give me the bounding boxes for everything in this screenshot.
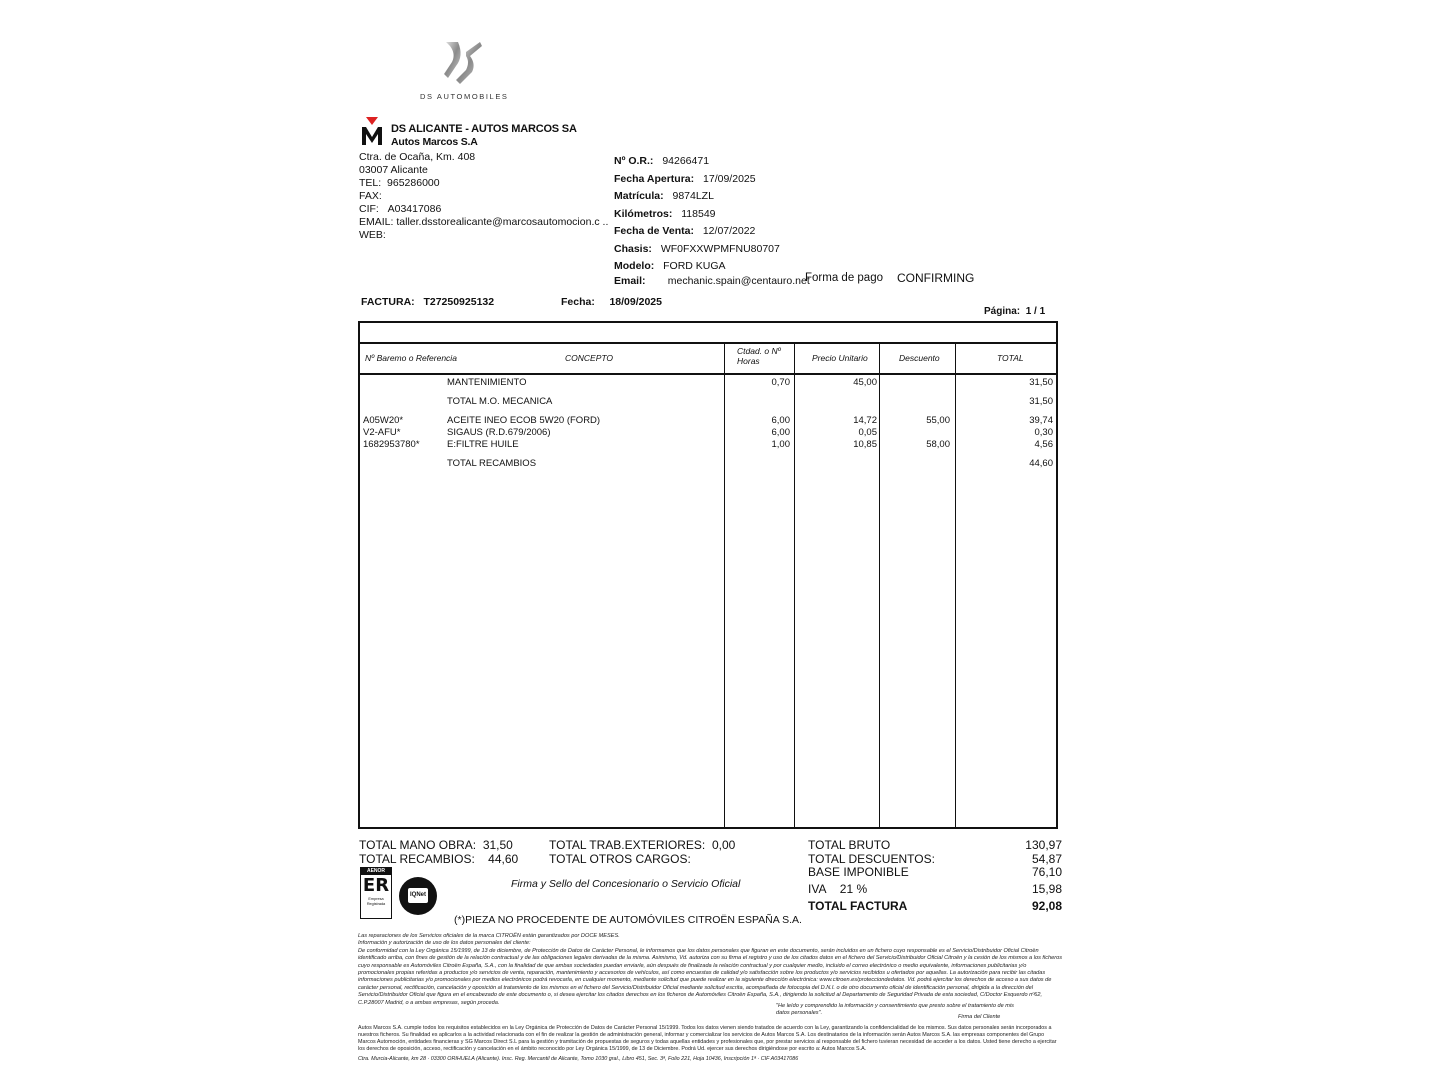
cell-total: 39,74 (1029, 415, 1053, 426)
matricula (614, 187, 780, 205)
pagina-value: 1 / 1 (1025, 306, 1046, 317)
aenor-label: AENOR (361, 868, 391, 875)
invoice-table (358, 321, 1058, 829)
chasis (614, 240, 780, 258)
table-top-rule (360, 342, 1056, 344)
table-row (360, 415, 1056, 427)
venta-label: Fecha de Venta: (614, 225, 694, 237)
cell-precio: 0,05 (858, 427, 877, 438)
mano-obra-value: 31,50 (482, 838, 513, 852)
order-details (614, 152, 780, 275)
total-otros-cargos (549, 852, 691, 866)
dealer-tel (359, 177, 608, 190)
cell-cantidad: 0,70 (771, 377, 790, 388)
dealer-web (359, 229, 608, 242)
dealer-fax (359, 190, 608, 203)
trab-ext-label: TOTAL TRAB.EXTERIORES: (549, 838, 706, 852)
apertura-value: 17/09/2025 (703, 172, 756, 185)
address-line: 03007 Alicante (359, 164, 428, 176)
recambios-label: TOTAL RECAMBIOS: (359, 852, 475, 866)
table-row (360, 377, 1056, 389)
recambios-value: 44,60 (488, 852, 519, 866)
table-row (360, 458, 1056, 470)
company-registry: Ctra. Murcia-Alicante, km 28 · 03300 ORIHUELA (Alicante). Insc. Reg. Mercantil de Alicante, Tomo 1030 gral., Libro 451, Sec. 3ª, Folio 221, Hoja 10436, Inscripción 1ª · CIF A03417086 (358, 1056, 799, 1062)
email-value: taller.dsstorealicante@marcosautomocion.c .. (396, 216, 609, 228)
er-mark: ER (362, 875, 390, 896)
apertura-label: Fecha Apertura: (614, 172, 695, 185)
cell-total: 44,60 (1029, 458, 1053, 469)
cell-precio: 45,00 (853, 377, 877, 388)
iva-pct: 21 % (839, 882, 868, 896)
cell-descuento: 58,00 (926, 439, 950, 450)
iva-row (808, 882, 867, 896)
cell-ref: 1682953780* (363, 439, 420, 450)
order-email-label: Email: (614, 275, 646, 287)
fecha-value: 18/09/2025 (609, 296, 662, 308)
dealer-m-logo (360, 117, 384, 147)
kilometros (614, 205, 780, 223)
client-signature-label: Firma del Cliente (958, 1014, 1001, 1020)
venta-value: 12/07/2022 (702, 225, 756, 237)
base-value: 76,10 (1031, 865, 1062, 879)
cell-total: 31,50 (1029, 396, 1053, 407)
cell-total: 31,50 (1029, 377, 1053, 388)
or-value: 94266471 (662, 155, 710, 167)
header-cantidad-line: Ctdad. o Nº (737, 346, 781, 356)
cif-value: A03417086 (387, 203, 442, 215)
cell-descuento: 55,00 (926, 415, 950, 426)
header-total: TOTAL (997, 353, 1024, 363)
header-precio: Precio Unitario (812, 353, 868, 363)
table-row (360, 427, 1056, 439)
header-cantidad (737, 346, 781, 366)
modelo-label: Modelo: (614, 260, 655, 272)
cell-cantidad: 6,00 (771, 415, 790, 426)
tel-value: 965286000 (387, 177, 440, 189)
dealer-email (359, 216, 608, 229)
km-label: Kilómetros: (614, 207, 673, 220)
factura-value: T27250925132 (423, 296, 495, 308)
warranty-text: Las reparaciones de los Servicios oficiales de la marca CITROËN están garantizados por DOCE MESES. (358, 933, 620, 939)
legal-terms (358, 933, 1062, 1007)
iva-label: IVA (808, 882, 827, 896)
factura-label: FACTURA: (361, 296, 415, 308)
web-label: WEB: (359, 229, 386, 241)
fecha-apertura (614, 170, 780, 188)
or-label: Nº O.R.: (614, 155, 654, 167)
er-sub: Empresa Registrada (366, 897, 386, 906)
total-trab-exteriores (549, 838, 735, 852)
chasis-value: WF0FXXWPMFNU80707 (660, 242, 780, 255)
otros-label: TOTAL OTROS CARGOS: (549, 852, 691, 866)
dealer-cif (359, 203, 608, 216)
iqnet-badge (399, 877, 437, 915)
total-factura-value: 92,08 (1031, 899, 1062, 913)
mano-obra-label: TOTAL MANO OBRA: (359, 838, 477, 852)
page-indicator (984, 306, 1045, 317)
consent-statement: "He leído y comprendido la información y consentimiento que presto sobre el tratamiento de mis datos personales". (776, 1003, 1014, 1017)
header-descuento: Descuento (899, 353, 940, 363)
fecha-label: Fecha: (561, 296, 595, 308)
order-email-value: mechanic.spain@centauro.net (667, 275, 810, 287)
chasis-label: Chasis: (614, 242, 652, 255)
total-mano-obra (359, 838, 513, 852)
tel-label: TEL: (359, 177, 382, 189)
base-label: BASE IMPONIBLE (808, 865, 909, 879)
header-cantidad-line: Horas (737, 356, 760, 366)
autos-marcos-privacy: Autos Marcos S.A. cumple todos los requisitos establecidos en la Ley Orgánica de Protección de Datos de Carácter Personal 15/1999. Todos los datos vienen siendo tratados de acuerdo con la Ley, garantizando la confidencialidad de los mismos. Sus datos personales serán incorporados a nuestros ficheros. Su finalidad es aplicarlos a la actividad relacionada con el fin de realizar la gestión de administración general, informar y comercializar los servicios de Autos Marcos S.A. Los destinatarios de la información serán Autos Marcos S.A. las empresas componentes del Grupo Marcos Automoción, entidades financieras y SG Marcos Direct S.L para la gestión y tramitación de propuestas de seguros y todas aquellas entidades y profesionales que, por prestar servicios al responsable del fichero tuvieran necesidad de acceder a los datos. Usted tiene derecho a ejercitar los derechos de oposición, acceso, rectificación y cancelación en el ámbito reconocido por Ley Orgánica 15/1999, de 13 de Diciembre. Podrá Ud. ejercer sus derechos dirigiéndose por escrito a: Autos Marcos S.A. (358, 1025, 1057, 1052)
descuentos-value: 54,87 (1031, 852, 1062, 866)
data-consent-title: Información y autorización de uso de los datos personales del cliente: (358, 940, 531, 947)
invoice-number (361, 296, 494, 308)
forma-pago-value: CONFIRMING (897, 271, 975, 285)
email-label: EMAIL: (359, 216, 394, 228)
cif-label: CIF: (359, 203, 379, 215)
modelo-value: FORD KUGA (663, 260, 726, 272)
bruto-label: TOTAL BRUTO (808, 838, 891, 852)
cell-ref: A05W20* (363, 415, 404, 426)
header-ref: Nº Baremo o Referencia (365, 353, 457, 363)
cell-total: 4,56 (1034, 439, 1053, 450)
aenor-er-badge (360, 867, 392, 919)
dealer-signature-label: Firma y Sello del Concesionario o Servicio Oficial (511, 878, 741, 890)
cell-precio: 14,72 (853, 415, 877, 426)
address-line: Ctra. de Ocaña, Km. 408 (359, 151, 476, 163)
cell-total: 0,30 (1034, 427, 1053, 438)
header-concepto: CONCEPTO (565, 353, 614, 363)
dealer-subname: Autos Marcos S.A (391, 136, 478, 148)
invoice-date (561, 296, 662, 308)
total-recambios (359, 852, 518, 866)
cell-concepto: SIGAUS (R.D.679/2006) (447, 427, 551, 438)
table-header-rule (360, 373, 1056, 375)
table-row (360, 439, 1056, 451)
cell-cantidad: 6,00 (771, 427, 790, 438)
descuentos-label: TOTAL DESCUENTOS: (808, 852, 935, 866)
cell-cantidad: 1,00 (771, 439, 790, 450)
dealer-address (359, 151, 608, 242)
cell-concepto: E:FILTRE HUILE (447, 439, 519, 450)
ds-automobiles-logo (436, 38, 492, 88)
cell-concepto: TOTAL M.O. MECANICA (447, 396, 553, 407)
iva-value: 15,98 (1031, 882, 1062, 896)
km-value: 118549 (681, 207, 716, 220)
cell-concepto: TOTAL RECAMBIOS (447, 458, 537, 469)
citroen-part-notice: (*)PIEZA NO PROCEDENTE DE AUTOMÓVILES CITROËN ESPAÑA S.A. (454, 914, 802, 926)
matricula-value: 9874LZL (672, 190, 714, 202)
matricula-label: Matrícula: (614, 190, 664, 202)
or-number (614, 152, 780, 170)
order-email (614, 271, 810, 289)
total-factura-label: TOTAL FACTURA (808, 899, 908, 913)
brand-caption: DS AUTOMOBILES (420, 92, 509, 101)
data-protection-text: De conformidad con la Ley Orgánica 15/1999, de 13 de diciembre, de Protección de Datos de Carácter Personal, le informamos que los datos personales que figuran en este documento, serán incluidos en un fichero cuyo responsable es el Servicio/Distribuidor Oficial Citroën identificado arriba, con fines de gestión de la relación contractual y de las obligaciones legales derivadas de la misma. Asimismo, Vd. autoriza con su firma el registro y uso de los citados datos en el fichero del Servicio/Distribuidor Oficial Citroën y la cesión de los mismos a los ficheros cuyo responsable es Automóviles Citroën España, S.A., con la finalidad de que ambas sociedades puedan enviarle, aún después de finalizada la relación contractual y por cualquier medio, incluido el correo electrónico o medio equivalente, informaciones publicitarias y/o promocionales propias referidas a productos y/o servicios de venta, reparación, mantenimiento y accesorios de vehículos, así como encuestas de calidad y/o satisfacción sobre los productos y/o servicios recibidos u ofertados por aquellas. La autorización para recibir las citadas informaciones publicitarias y/o promocionales por medios electrónicos podrá revocarla, en cualquier momento, mediante solicitud que puede realizar en la siguiente dirección electrónica: www.citroen.es/protecciondedatos. Vd. podrá ejercitar los derechos de acceso a sus datos de carácter personal, rectificación, cancelación y oposición al tratamiento de los mismos en el fichero del Servicio/Distribuidor Oficial mediante solicitud escrita, acompañada de fotocopia del D.N.I. o de otro documento oficial de identificación personal, dirigida a la dirección del Servicio/Distribuidor Oficial que figura en el encabezado de este documento o, si desea ejercitar los citados derechos en los ficheros de Automóviles Citroën España, S.A., dirigiendo la solicitud al Departamento de Seguridad Privada de esta sociedad, C/Doctor Esquerdo nº62, C.P.28007 Madrid, o a ambas empresas, según proceda. (358, 947, 1063, 1006)
table-row (360, 396, 1056, 408)
iqnet-label: IQNet (408, 888, 428, 903)
cell-precio: 10,85 (853, 439, 877, 450)
cell-ref: V2-AFU* (363, 427, 401, 438)
pagina-label: Página: (984, 306, 1021, 317)
trab-ext-value: 0,00 (711, 838, 736, 852)
fax-label: FAX: (359, 190, 382, 202)
forma-pago-label: Forma de pago (805, 272, 883, 284)
cell-concepto: MANTENIMIENTO (447, 377, 527, 388)
bruto-value: 130,97 (1025, 838, 1062, 852)
dealer-name: DS ALICANTE - AUTOS MARCOS SA (391, 123, 577, 135)
fecha-venta (614, 222, 780, 240)
cell-concepto: ACEITE INEO ECOB 5W20 (FORD) (447, 415, 601, 426)
